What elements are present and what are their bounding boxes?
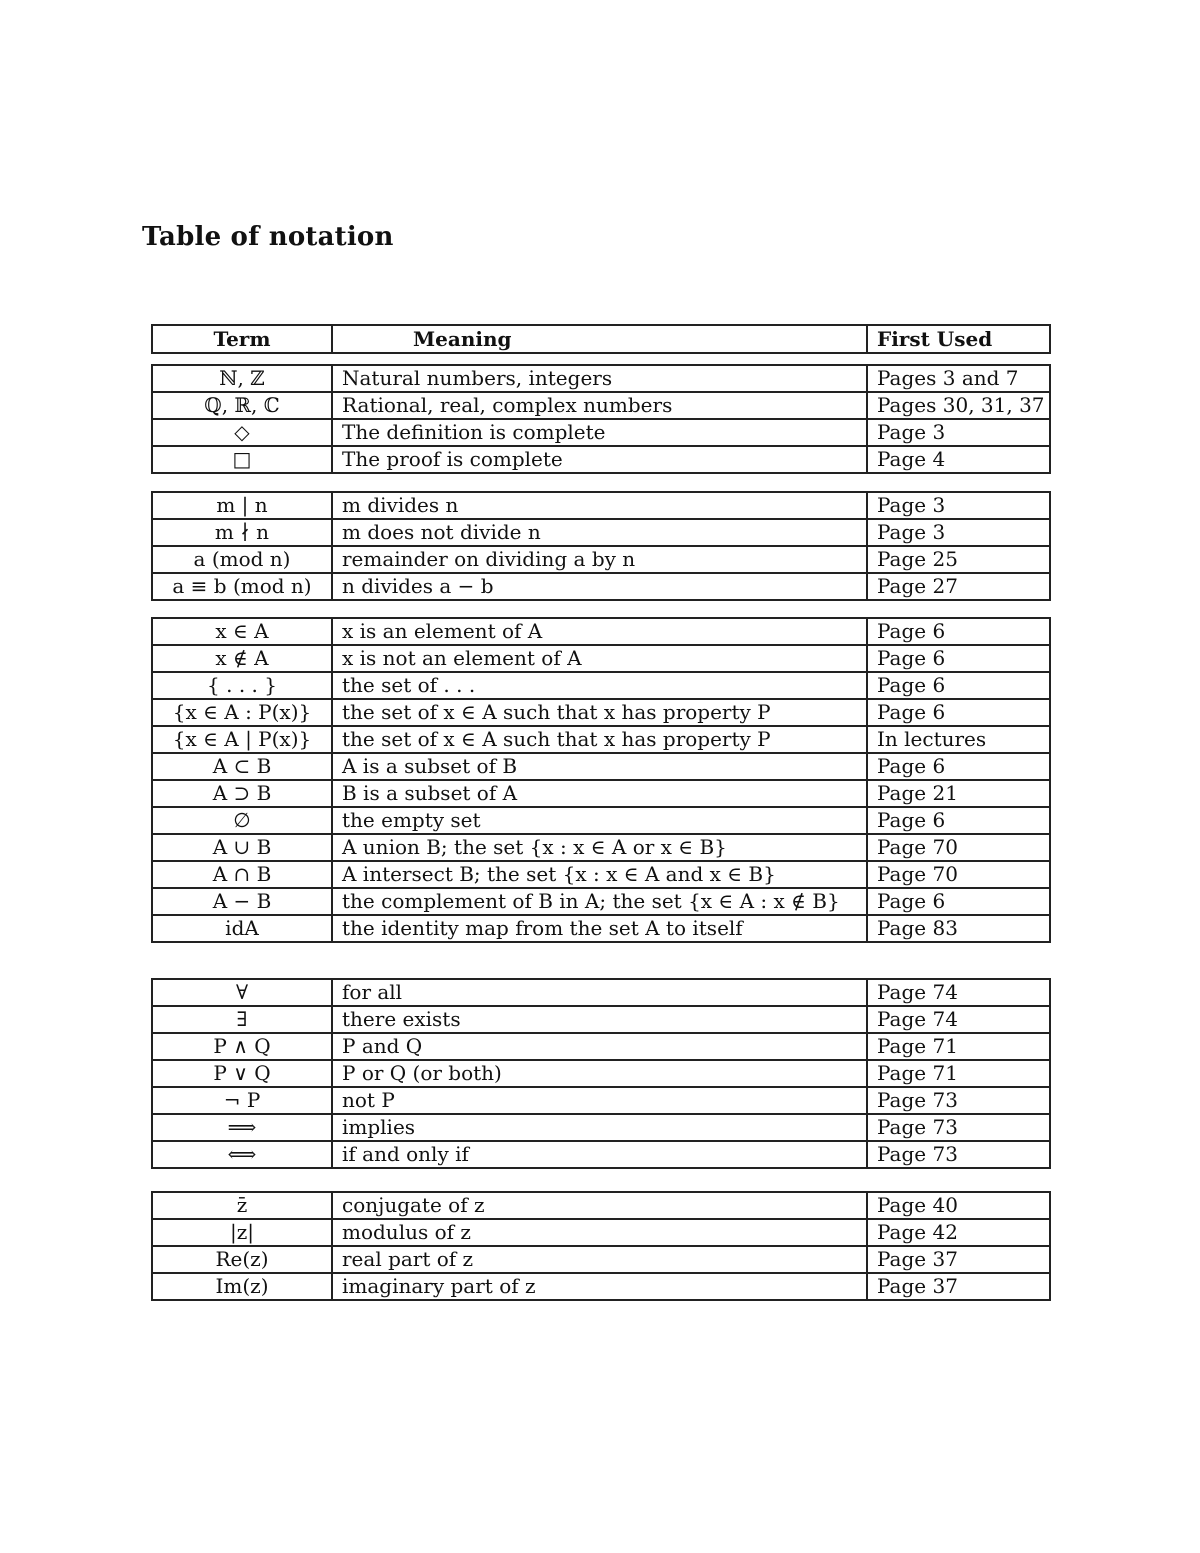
table-row xyxy=(152,1219,1050,1246)
term-cell: Re(z) xyxy=(152,1246,332,1273)
term-cell: { . . . } xyxy=(152,672,332,699)
first-used-cell: Page 6 xyxy=(867,645,1050,672)
term-cell: A ⊃ B xyxy=(152,780,332,807)
table-row xyxy=(152,1246,1050,1273)
term-cell: a ≡ b (mod n) xyxy=(152,573,332,600)
header-term: Term xyxy=(152,325,332,353)
first-used-cell: Page 40 xyxy=(867,1192,1050,1219)
term-cell: {x ∈ A | P(x)} xyxy=(152,726,332,753)
table-row xyxy=(152,1141,1050,1168)
meaning-cell: P and Q xyxy=(332,1033,867,1060)
first-used-cell: Page 83 xyxy=(867,915,1050,942)
first-used-cell: Page 6 xyxy=(867,888,1050,915)
term-cell: ◇ xyxy=(152,419,332,446)
meaning-cell: The proof is complete xyxy=(332,446,867,473)
term-cell: |z| xyxy=(152,1219,332,1246)
term-cell: A ∩ B xyxy=(152,861,332,888)
table-row xyxy=(152,915,1050,942)
first-used-cell: Page 74 xyxy=(867,979,1050,1006)
table-row xyxy=(152,726,1050,753)
table-row xyxy=(152,699,1050,726)
meaning-cell: A union B; the set {x : x ∈ A or x ∈ B} xyxy=(332,834,867,861)
first-used-cell: Page 6 xyxy=(867,672,1050,699)
first-used-cell: Page 25 xyxy=(867,546,1050,573)
table-row xyxy=(152,645,1050,672)
first-used-cell: Page 73 xyxy=(867,1141,1050,1168)
first-used-cell: Page 3 xyxy=(867,492,1050,519)
term-cell: Im(z) xyxy=(152,1273,332,1300)
meaning-cell: the set of . . . xyxy=(332,672,867,699)
term-cell: ¬ P xyxy=(152,1087,332,1114)
meaning-cell: conjugate of z xyxy=(332,1192,867,1219)
group-logic xyxy=(151,978,1051,1169)
meaning-cell: B is a subset of A xyxy=(332,780,867,807)
first-used-cell: Page 6 xyxy=(867,807,1050,834)
meaning-cell: the set of x ∈ A such that x has property P xyxy=(332,699,867,726)
header-row xyxy=(152,325,1050,353)
page-title: Table of notation xyxy=(142,222,394,252)
table-row xyxy=(152,780,1050,807)
table-row xyxy=(152,392,1050,419)
first-used-cell: Page 37 xyxy=(867,1273,1050,1300)
table-row xyxy=(152,1006,1050,1033)
first-used-cell: Page 70 xyxy=(867,834,1050,861)
meaning-cell: A intersect B; the set {x : x ∈ A and x ∈ B} xyxy=(332,861,867,888)
table-row xyxy=(152,1273,1050,1300)
term-cell: {x ∈ A : P(x)} xyxy=(152,699,332,726)
header-first-used: First Used xyxy=(867,325,1050,353)
meaning-cell: A is a subset of B xyxy=(332,753,867,780)
meaning-cell: the set of x ∈ A such that x has property P xyxy=(332,726,867,753)
meaning-cell: modulus of z xyxy=(332,1219,867,1246)
table-row xyxy=(152,1192,1050,1219)
table-row xyxy=(152,834,1050,861)
first-used-cell: Page 6 xyxy=(867,753,1050,780)
first-used-cell: Page 73 xyxy=(867,1114,1050,1141)
term-cell: A ∪ B xyxy=(152,834,332,861)
meaning-cell: for all xyxy=(332,979,867,1006)
term-cell: A − B xyxy=(152,888,332,915)
first-used-cell: Page 3 xyxy=(867,519,1050,546)
term-cell: □ xyxy=(152,446,332,473)
meaning-cell: imaginary part of z xyxy=(332,1273,867,1300)
meaning-cell: implies xyxy=(332,1114,867,1141)
first-used-cell: Page 6 xyxy=(867,618,1050,645)
first-used-cell: Pages 3 and 7 xyxy=(867,365,1050,392)
first-used-cell: In lectures xyxy=(867,726,1050,753)
table-row xyxy=(152,979,1050,1006)
table-row xyxy=(152,753,1050,780)
first-used-cell: Page 21 xyxy=(867,780,1050,807)
meaning-cell: the complement of B in A; the set {x ∈ A : x ∉ B} xyxy=(332,888,867,915)
meaning-cell: real part of z xyxy=(332,1246,867,1273)
first-used-cell: Page 73 xyxy=(867,1087,1050,1114)
meaning-cell: m does not divide n xyxy=(332,519,867,546)
meaning-cell: The definition is complete xyxy=(332,419,867,446)
table-row xyxy=(152,546,1050,573)
table-row xyxy=(152,807,1050,834)
group-divisibility xyxy=(151,491,1051,601)
meaning-cell: if and only if xyxy=(332,1141,867,1168)
table-row xyxy=(152,888,1050,915)
term-cell: A ⊂ B xyxy=(152,753,332,780)
table-row xyxy=(152,519,1050,546)
group-set-notation xyxy=(151,617,1051,943)
first-used-cell: Page 71 xyxy=(867,1033,1050,1060)
header-meaning: Meaning xyxy=(332,325,867,353)
meaning-cell: not P xyxy=(332,1087,867,1114)
meaning-cell: Natural numbers, integers xyxy=(332,365,867,392)
term-cell: ℕ, ℤ xyxy=(152,365,332,392)
meaning-cell: there exists xyxy=(332,1006,867,1033)
term-cell: ⟺ xyxy=(152,1141,332,1168)
group-complex-numbers xyxy=(151,1191,1051,1301)
table-row xyxy=(152,446,1050,473)
table-row xyxy=(152,1060,1050,1087)
first-used-cell: Page 6 xyxy=(867,699,1050,726)
table-row xyxy=(152,419,1050,446)
table-row xyxy=(152,1087,1050,1114)
term-cell: ∃ xyxy=(152,1006,332,1033)
meaning-cell: Rational, real, complex numbers xyxy=(332,392,867,419)
first-used-cell: Page 4 xyxy=(867,446,1050,473)
table-row xyxy=(152,1033,1050,1060)
first-used-cell: Page 70 xyxy=(867,861,1050,888)
table-row xyxy=(152,1114,1050,1141)
term-cell: m ∤ n xyxy=(152,519,332,546)
term-cell: idA xyxy=(152,915,332,942)
term-cell: a (mod n) xyxy=(152,546,332,573)
first-used-cell: Page 42 xyxy=(867,1219,1050,1246)
first-used-cell: Page 37 xyxy=(867,1246,1050,1273)
term-cell: ⟹ xyxy=(152,1114,332,1141)
table-row xyxy=(152,492,1050,519)
term-cell: ∀ xyxy=(152,979,332,1006)
group-number-systems xyxy=(151,364,1051,474)
term-cell: x ∉ A xyxy=(152,645,332,672)
table-row xyxy=(152,861,1050,888)
notation-table-header xyxy=(151,324,1051,354)
first-used-cell: Page 3 xyxy=(867,419,1050,446)
meaning-cell: the empty set xyxy=(332,807,867,834)
term-cell: m | n xyxy=(152,492,332,519)
meaning-cell: the identity map from the set A to itself xyxy=(332,915,867,942)
meaning-cell: x is an element of A xyxy=(332,618,867,645)
meaning-cell: P or Q (or both) xyxy=(332,1060,867,1087)
term-cell: ∅ xyxy=(152,807,332,834)
first-used-cell: Page 71 xyxy=(867,1060,1050,1087)
term-cell: z̄ xyxy=(152,1192,332,1219)
first-used-cell: Page 27 xyxy=(867,573,1050,600)
table-row xyxy=(152,618,1050,645)
term-cell: ℚ, ℝ, ℂ xyxy=(152,392,332,419)
table-row xyxy=(152,573,1050,600)
term-cell: x ∈ A xyxy=(152,618,332,645)
meaning-cell: x is not an element of A xyxy=(332,645,867,672)
term-cell: P ∨ Q xyxy=(152,1060,332,1087)
meaning-cell: n divides a − b xyxy=(332,573,867,600)
first-used-cell: Page 74 xyxy=(867,1006,1050,1033)
table-row xyxy=(152,365,1050,392)
first-used-cell: Pages 30, 31, 37 xyxy=(867,392,1050,419)
term-cell: P ∧ Q xyxy=(152,1033,332,1060)
meaning-cell: remainder on dividing a by n xyxy=(332,546,867,573)
meaning-cell: m divides n xyxy=(332,492,867,519)
table-row xyxy=(152,672,1050,699)
